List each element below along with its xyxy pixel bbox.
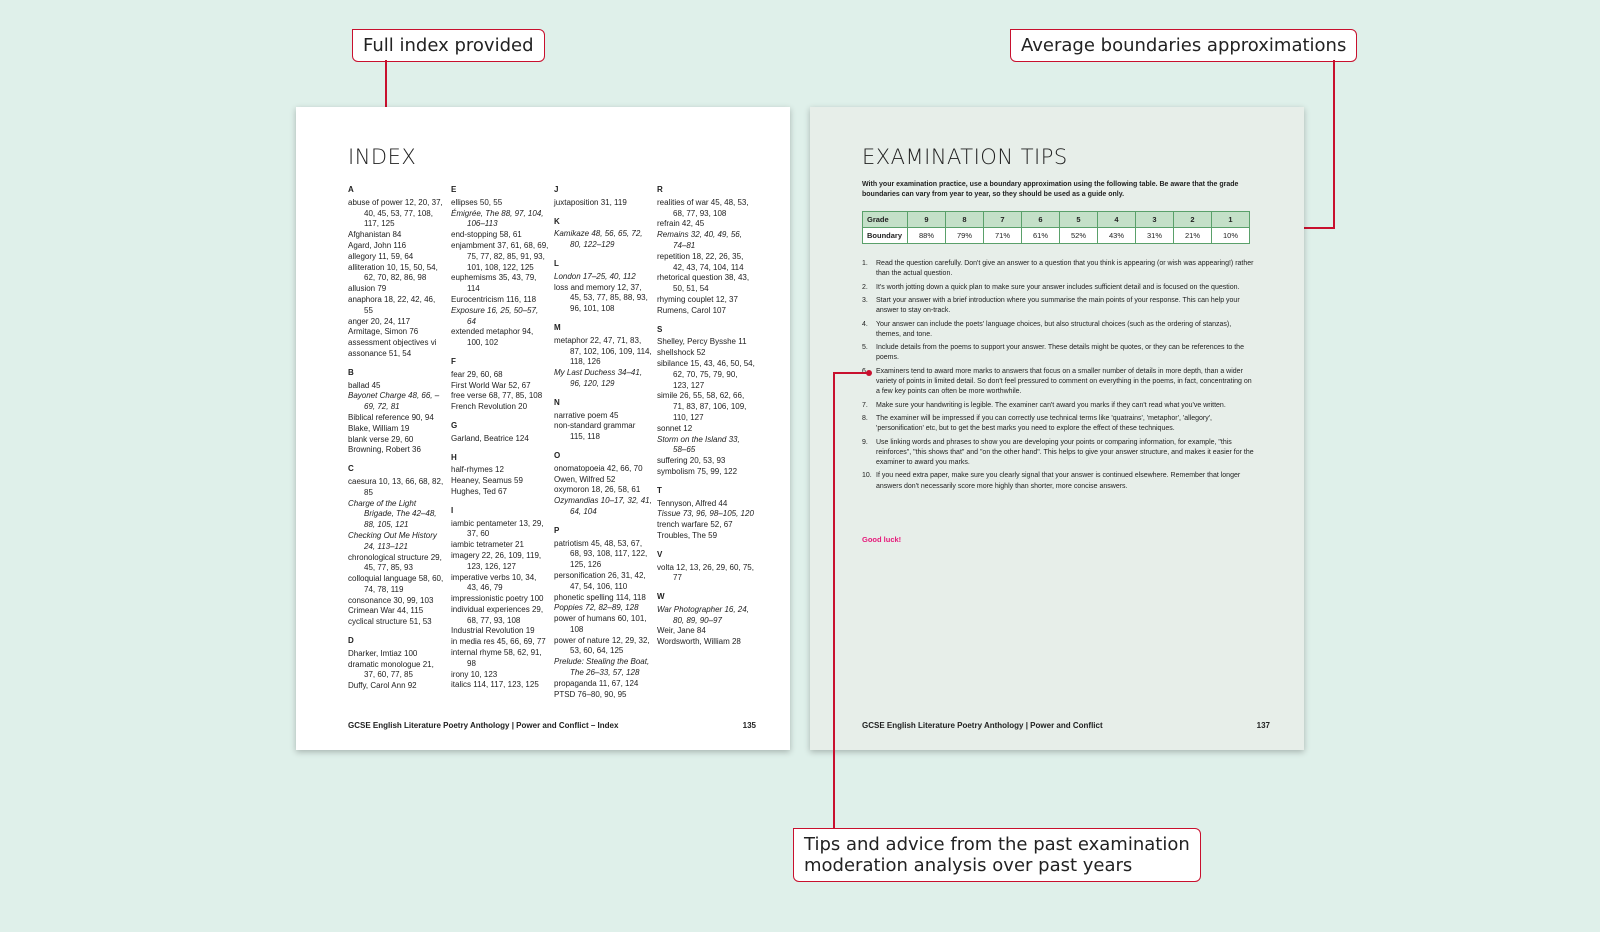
index-entry: Biblical reference 90, 94 (348, 412, 434, 422)
tip-item (862, 283, 1257, 293)
index-entry: juxtaposition 31, 119 (554, 197, 627, 207)
tip-number: 4. (862, 320, 868, 328)
index-entry: Crimean War 44, 115 (348, 606, 424, 616)
index-letter: E (451, 185, 457, 194)
index-entry: propaganda 11, 67, 124 (554, 678, 639, 688)
index-entry: Shelley, Percy Bysshe 11 (657, 337, 747, 347)
boundary-cell: 43% (1098, 228, 1136, 244)
index-entry: First World War 52, 67 (451, 380, 531, 390)
index-entry: dramatic monologue 21, 37, 60, 77, 85 (348, 659, 434, 680)
page-footer: GCSE English Literature Poetry Anthology | Power and Conflict (862, 721, 1103, 730)
grade-cell: 7 (984, 212, 1022, 228)
callout-tips-line-1: Tips and advice from the past examination (804, 834, 1190, 855)
tip-item (862, 401, 1257, 411)
page-footer: GCSE English Literature Poetry Anthology | Power and Conflict – Index (348, 721, 619, 730)
index-entry: Bayonet Charge 48, 66, –69, 72, 81 (348, 391, 440, 412)
callout-full-index-text: Full index provided (363, 35, 534, 56)
index-entry: Hughes, Ted 67 (451, 486, 507, 496)
index-group (554, 451, 652, 518)
tip-number: 5. (862, 344, 868, 352)
index-group (451, 421, 549, 445)
index-entry: Eurocentricism 116, 118 (451, 294, 537, 304)
index-entry: realities of war 45, 48, 53, 68, 77, 93, 108 (657, 197, 749, 218)
page-number: 135 (742, 721, 756, 730)
index-entry: Wordsworth, William 28 (657, 637, 741, 647)
tip-text: Include details from the poems to support your answer. These details might be quotes, or they can be references to the poems. (876, 344, 1244, 362)
index-entry: internal rhyme 58, 62, 91, 98 (451, 648, 542, 668)
boundary-cell: 31% (1136, 228, 1174, 244)
boundary-cell: 79% (946, 228, 984, 244)
index-letter: C (348, 464, 354, 474)
index-letter: I (451, 505, 454, 515)
index-entry: consonance 30, 99, 103 (348, 595, 434, 605)
index-entry: Armitage, Simon 76 (348, 327, 419, 337)
index-letter: N (554, 397, 560, 407)
index-entry: Troubles, The 59 (657, 530, 718, 540)
index-letter: L (554, 258, 559, 268)
tip-item (862, 296, 1257, 316)
index-group (554, 526, 652, 701)
index-letter: T (657, 485, 662, 495)
index-entry: personification 26, 31, 42, 47, 54, 106, 110 (554, 570, 646, 591)
index-entry: Poppies 72, 82–89, 128 (554, 603, 639, 613)
index-entry: Afghanistan 84 (348, 230, 402, 240)
index-entry: shellshock 52 (657, 348, 706, 358)
index-group (554, 217, 652, 251)
index-entry: Émigrée, The 88, 97, 104, 106–113 (451, 208, 544, 229)
tip-item (862, 414, 1257, 434)
connector-line (833, 372, 835, 828)
tip-item (862, 438, 1257, 469)
index-entry: Browning, Robert 36 (348, 445, 421, 455)
callout-boundaries (1010, 29, 1357, 62)
index-column (451, 185, 549, 691)
index-entry: Industrial Revolution 19 (451, 626, 535, 636)
index-entry: Ozymandias 10–17, 32, 41, 64, 104 (554, 496, 652, 516)
good-luck-text: Good luck! (862, 535, 902, 544)
index-letter: V (657, 549, 663, 559)
index-group (657, 185, 755, 317)
grade-cell: 9 (908, 212, 946, 228)
index-entry: enjambment 37, 61, 68, 69, 75, 77, 82, 85, 91, 93, 101, 108, 122, 125 (451, 240, 549, 272)
index-letter: K (554, 216, 560, 226)
index-group (348, 636, 446, 692)
index-entry: end-stopping 58, 61 (451, 230, 522, 240)
index-entry: power of nature 12, 29, 32, 53, 60, 64, 125 (554, 635, 650, 656)
callout-boundaries-text: Average boundaries approximations (1021, 35, 1347, 56)
index-entry: impressionistic poetry 100 (451, 594, 544, 604)
index-entry: phonetic spelling 114, 118 (554, 592, 646, 602)
index-entry: Kamikaze 48, 56, 65, 72, 80, 122–129 (554, 229, 643, 250)
index-entry: French Revolution 20 (451, 402, 528, 412)
index-letter: J (554, 185, 559, 194)
index-entry: assonance 51, 54 (348, 348, 412, 358)
index-entry: power of humans 60, 101, 108 (554, 614, 647, 634)
index-entry: Checking Out Me History 24, 113–121 (348, 530, 437, 551)
index-entry: Rumens, Carol 107 (657, 305, 726, 315)
index-entry: suffering 20, 53, 93 (657, 456, 726, 466)
grade-cell: 5 (1060, 212, 1098, 228)
index-entry: simile 26, 55, 58, 62, 66, 71, 83, 87, 106, 109, 110, 127 (657, 391, 747, 422)
index-entry: PTSD 76–80, 90, 95 (554, 689, 627, 699)
tip-item (862, 259, 1257, 279)
index-entry: allusion 79 (348, 284, 387, 294)
index-entry: Blake, William 19 (348, 423, 410, 433)
grade-cell: 3 (1136, 212, 1174, 228)
grade-cell: 8 (946, 212, 984, 228)
grade-boundaries-table (862, 211, 1250, 244)
index-group (554, 398, 652, 443)
tip-item (862, 320, 1257, 340)
index-entry: loss and memory 12, 37, 45, 53, 77, 85, 88, 93, 96, 101, 108 (554, 282, 648, 314)
tip-text: Use linking words and phrases to show you are developing your points or comparing information, for example, "this reinforces", "this shows that" and "on the other hand". This helps to give your answer structure, and makes it easier for the examiner to award you marks. (876, 438, 1254, 466)
index-entry: cyclical structure 51, 53 (348, 617, 432, 627)
index-entry: volta 12, 13, 26, 29, 60, 75, 77 (657, 562, 754, 583)
tip-item (862, 343, 1257, 363)
page-number: 137 (1256, 721, 1270, 730)
tip-text: Make sure your handwriting is legible. The examiner can't award you marks if they can't read what you've written. (876, 401, 1226, 409)
index-group (348, 185, 446, 360)
index-letter: R (657, 185, 663, 194)
index-group (657, 486, 755, 542)
index-entry: Charge of the Light Brigade, The 42–48, 88, 105, 121 (348, 498, 437, 530)
index-entry: ballad 45 (348, 380, 381, 390)
index-letter: F (451, 356, 456, 366)
index-letter: H (451, 452, 457, 462)
index-entry: iambic pentameter 13, 29, 37, 60 (451, 518, 544, 539)
index-group (657, 592, 755, 648)
index-entry: half-rhymes 12 (451, 465, 504, 475)
index-entry: rhetorical question 38, 43, 50, 51, 54 (657, 273, 750, 294)
tips-list (862, 259, 1257, 495)
index-entry: Agard, John 116 (348, 240, 407, 250)
index-entry: symbolism 75, 99, 122 (657, 466, 738, 476)
boundary-cell: 10% (1212, 228, 1250, 244)
index-entry: Owen, Wilfred 52 (554, 474, 616, 484)
index-entry: colloquial language 58, 60, 74, 78, 119 (348, 574, 444, 594)
index-entry: Remains 32, 40, 49, 56, 74–81 (657, 230, 742, 250)
index-entry: abuse of power 12, 20, 37, 40, 45, 53, 77, 108, 117, 125 (348, 197, 443, 229)
connector-line (1333, 60, 1335, 228)
boundary-cell: 71% (984, 228, 1022, 244)
grade-cell: 4 (1098, 212, 1136, 228)
index-column (657, 185, 755, 648)
index-entry: metaphor 22, 47, 71, 83, 87, 102, 106, 109, 114, 118, 126 (554, 335, 652, 367)
index-group (348, 464, 446, 628)
grade-row (863, 212, 1250, 228)
index-group (451, 506, 549, 692)
tip-number: 7. (862, 401, 868, 409)
tip-number: 8. (862, 414, 868, 422)
boundary-cell: 52% (1060, 228, 1098, 244)
page-title: EXAMINATION TIPS (862, 145, 1068, 169)
index-entry: Prelude: Stealing the Boat, The 26–33, 57, 128 (554, 657, 650, 678)
index-entry: narrative poem 45 (554, 410, 619, 420)
index-entry: non-standard grammar 115, 118 (554, 421, 636, 442)
grade-cell: 6 (1022, 212, 1060, 228)
index-entry: patriotism 45, 48, 53, 67, 68, 93, 108, 117, 122, 125, 126 (554, 538, 648, 570)
index-entry: anger 20, 24, 117 (348, 316, 411, 326)
index-entry: onomatopoeia 42, 66, 70 (554, 463, 643, 473)
index-entry: sonnet 12 (657, 423, 693, 433)
exam-tips-page (810, 107, 1304, 750)
index-entry: iambic tetrameter 21 (451, 540, 524, 550)
grade-label: Grade (863, 212, 908, 228)
index-entry: Heaney, Seamus 59 (451, 476, 523, 486)
index-entry: trench warfare 52, 67 (657, 520, 733, 530)
tip-text: If you need extra paper, make sure you clearly signal that your answer is continued elsewhere. Remember that longer answers don't necessarily score more highly than shorter, more concise answers. (876, 472, 1241, 490)
index-entry: repetition 18, 22, 26, 35, 42, 43, 74, 104, 114 (657, 251, 744, 272)
index-group (451, 453, 549, 498)
index-entry: allegory 11, 59, 64 (348, 251, 414, 261)
index-group (657, 325, 755, 478)
index-group (657, 550, 755, 584)
index-group (451, 357, 549, 413)
callout-tips-line-2: moderation analysis over past years (804, 855, 1133, 877)
index-entry: imperative verbs 10, 34, 43, 46, 79 (451, 572, 537, 593)
index-entry: Dharker, Imtiaz 100 (348, 648, 418, 658)
tip-number: 10. (862, 472, 872, 480)
index-entry: War Photographer 16, 24, 80, 89, 90–97 (657, 604, 749, 625)
index-letter: D (348, 636, 354, 646)
boundary-cell: 88% (908, 228, 946, 244)
tip-text: Your answer can include the poets' language choices, but also structural choices (such as the ordering of stanzas), themes, and tone. (876, 320, 1232, 338)
tip-number: 1. (862, 260, 868, 267)
index-entry: Duffy, Carol Ann 92 (348, 681, 417, 691)
index-entry: London 17–25, 40, 112 (554, 271, 636, 281)
index-letter: P (554, 525, 560, 535)
index-letter: S (657, 324, 663, 334)
tip-number: 3. (862, 296, 868, 304)
index-group (348, 368, 446, 456)
index-letter: M (554, 322, 561, 332)
index-entry: caesura 10, 13, 66, 68, 82, 85 (348, 476, 444, 497)
tip-item (862, 367, 1257, 398)
index-entry: sibilance 15, 43, 46, 50, 54, 62, 70, 75, 79, 90, 123, 127 (657, 358, 755, 390)
grade-cell: 2 (1174, 212, 1212, 228)
tip-number: 2. (862, 283, 868, 291)
index-group (554, 259, 652, 315)
index-entry: oxymoron 18, 26, 58, 61 (554, 485, 641, 495)
index-entry: italics 114, 117, 123, 125 (451, 680, 539, 690)
index-group (451, 185, 549, 349)
intro-text: With your examination practice, use a boundary approximation using the following table. Be aware that the grade boundaries can vary from year to year, so they should be used as a guide only. (862, 181, 1239, 198)
index-letter: A (348, 185, 354, 194)
index-entry: fear 29, 60, 68 (451, 369, 503, 379)
index-group (554, 323, 652, 390)
index-letter: G (451, 420, 458, 430)
index-column (554, 185, 652, 700)
index-entry: alliteration 10, 15, 50, 54, 62, 70, 82, 86, 98 (348, 262, 438, 283)
grade-cell: 1 (1212, 212, 1250, 228)
index-entry: Exposure 16, 25, 50–57, 64 (451, 305, 539, 326)
index-group (554, 185, 652, 209)
index-page (296, 107, 790, 750)
index-entry: Tennyson, Alfred 44 (657, 498, 728, 508)
connector-line (833, 372, 869, 374)
tip-text: Start your answer with a brief introduction where you summarise the main points of your response. This can help your answer to stay on-track. (876, 296, 1240, 315)
callout-tips (793, 828, 1201, 882)
index-entry: rhyming couplet 12, 37 (657, 294, 738, 304)
index-entry: Tissue 73, 96, 98–105, 120 (657, 509, 754, 519)
index-entry: anaphora 18, 22, 42, 46, 55 (348, 294, 436, 315)
index-entry: imagery 22, 26, 109, 119, 123, 126, 127 (451, 550, 542, 571)
boundary-cell: 21% (1174, 228, 1212, 244)
index-entry: assessment objectives vi (348, 338, 437, 348)
index-entry: Garland, Beatrice 124 (451, 433, 529, 443)
tip-text: Read the question carefully. Don't give an answer to a question that you think is appearing (or wish was appearing!) rather than the actual question. (876, 260, 1254, 278)
boundary-label: Boundary (863, 228, 908, 244)
boundary-row (863, 228, 1250, 244)
index-entry: Weir, Jane 84 (657, 626, 706, 636)
tip-item (862, 471, 1257, 491)
index-entry: in media res 45, 66, 69, 77 (451, 637, 546, 647)
index-entry: My Last Duchess 34–41, 96, 120, 129 (554, 368, 643, 388)
callout-full-index (352, 29, 545, 62)
tip-text: Examiners tend to award more marks to answers that focus on a smaller number of details in more depth, than a wider variety of points in limited detail. So don't feel pressured to comment on everything in the poems, in fact, concentrating on a few key points can often be more worthwhile. (876, 367, 1252, 396)
index-column (348, 185, 446, 692)
index-entry: individual experiences 29, 68, 77, 93, 108 (451, 604, 544, 625)
boundary-cell: 61% (1022, 228, 1060, 244)
page-title: INDEX (348, 145, 417, 169)
index-entry: free verse 68, 77, 85, 108 (451, 391, 543, 401)
tip-text: The examiner will be impressed if you can correctly use technical terms like 'quatrains', 'metaphor', 'allegory', 'personification' etc, but to get the best marks you need to explore the effect of these techniques. (876, 414, 1212, 433)
index-entry: refrain 42, 45 (657, 219, 705, 229)
tip-number: 9. (862, 438, 868, 446)
index-entry: extended metaphor 94, 100, 102 (451, 327, 534, 348)
index-entry: Storm on the Island 33, 58–65 (657, 434, 740, 455)
index-entry: blank verse 29, 60 (348, 434, 414, 444)
connector-dot (866, 370, 872, 376)
tip-text: It's worth jotting down a quick plan to make sure your answer includes sufficient detail and is focused on the question. (876, 283, 1240, 291)
index-entry: chronological structure 29, 45, 77, 85, 93 (348, 552, 442, 573)
index-entry: ellipses 50, 55 (451, 197, 503, 207)
index-entry: irony 10, 123 (451, 669, 498, 679)
index-entry: euphemisms 35, 43, 79, 114 (451, 273, 537, 294)
index-letter: W (657, 592, 665, 602)
index-letter: B (348, 367, 354, 377)
index-letter: O (554, 450, 561, 460)
